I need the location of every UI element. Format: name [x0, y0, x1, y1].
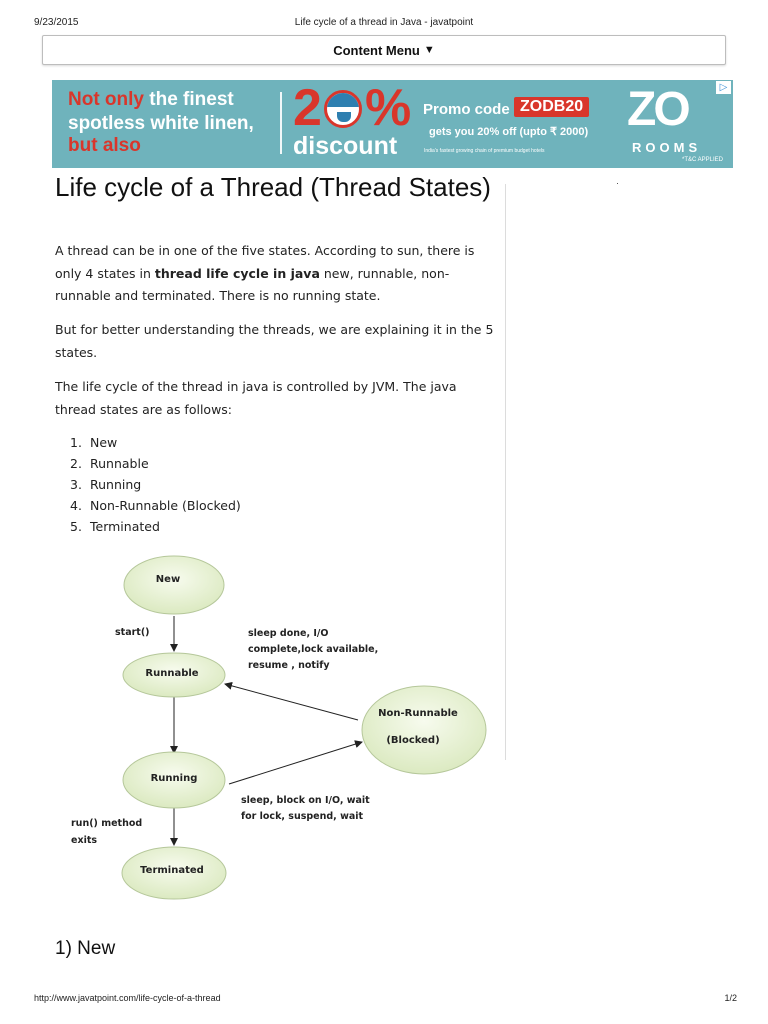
- section-heading-new: 1) New: [55, 938, 116, 959]
- ad-promo-detail: gets you 20% off (upto ₹ 2000): [429, 126, 589, 138]
- ad-percent: %: [365, 80, 412, 137]
- ad-brand-sub: ROOMS: [632, 140, 702, 155]
- label-block-2: for lock, suspend, wait: [241, 811, 364, 822]
- list-item: 5. Terminated: [70, 519, 160, 534]
- dropdown-arrow-icon: ▼: [423, 44, 435, 56]
- paragraph-understanding: But for better understanding the threads, we are explaining it in the 5 states.: [55, 322, 494, 360]
- node-new: [124, 556, 224, 614]
- print-url[interactable]: http://www.javatpoint.com/life-cycle-of-a-thread: [34, 993, 221, 1003]
- label-block-1: sleep, block on I/O, wait: [241, 795, 370, 806]
- paragraph-jvm: The life cycle of the thread in java is controlled by JVM. The java thread states are as follows:: [55, 379, 457, 417]
- highlight-text: thread life cycle in java: [154, 265, 320, 281]
- node-label-runnable: Runnable: [145, 668, 199, 679]
- ad-promo-code: ZODB20: [514, 97, 589, 117]
- intro-paragraph: A thread can be in one of the five states. According to sun, there is only 4 states in thread life cycle in java new, runnable, non-runnable and terminated. There is no running state.: [55, 243, 475, 303]
- thread-states-list: [70, 432, 370, 537]
- advertisement-banner[interactable]: [52, 80, 733, 168]
- ad-promo-label: Promo code: [423, 101, 510, 118]
- node-label-non-runnable: Non-Runnable: [378, 708, 458, 719]
- label-exit-2: exits: [71, 835, 98, 846]
- node-label-terminated: Terminated: [140, 865, 204, 876]
- ad-divider: [280, 92, 282, 154]
- ad-line-1: Not only the finest: [68, 89, 234, 110]
- print-page-title: Life cycle of a thread in Java - javatpoint: [294, 17, 474, 28]
- label-wake-1: sleep done, I/O: [248, 628, 329, 639]
- print-date: 9/23/2015: [34, 17, 79, 28]
- label-start: start(): [115, 627, 150, 638]
- sidebar-divider: [505, 184, 506, 760]
- list-item: 2. Runnable: [70, 456, 149, 471]
- ad-line-2: spotless white linen,: [68, 113, 254, 134]
- ad-line-3: but also: [68, 135, 141, 156]
- node-label-new: New: [155, 574, 181, 585]
- sidebar-dot: [617, 183, 618, 184]
- node-label-running: Running: [150, 773, 198, 784]
- label-wake-2: complete,lock available,: [248, 644, 379, 655]
- ad-big-number: 2: [293, 80, 322, 137]
- list-item: 4. Non-Runnable (Blocked): [70, 498, 241, 513]
- content-menu-label: Content Menu: [333, 42, 420, 58]
- ad-small-print: India's fastest growing chain of premium budget hotels: [424, 148, 545, 154]
- edge-blocked-runnable: [225, 684, 358, 720]
- adchoices-icon[interactable]: ▷: [716, 81, 731, 94]
- label-exit-1: run() method: [71, 818, 143, 829]
- node-label-blocked: (Blocked): [386, 735, 440, 746]
- page-title: Life cycle of a Thread (Thread States): [55, 172, 491, 202]
- list-item: 3. Running: [70, 477, 142, 492]
- node-non-runnable: [362, 686, 486, 774]
- edge-running-blocked: [229, 742, 362, 784]
- ad-brand-logo: ZO: [627, 83, 688, 136]
- content-menu-button[interactable]: [42, 35, 726, 65]
- list-item: 1. New: [70, 435, 118, 450]
- label-wake-3: resume , notify: [248, 660, 330, 671]
- print-page-number: 1/2: [724, 993, 737, 1003]
- ad-discount: discount: [293, 132, 398, 160]
- ad-globe-icon: [324, 90, 362, 128]
- thread-lifecycle-diagram: [55, 555, 495, 915]
- ad-tnc: *T&C APPLIED: [682, 157, 724, 163]
